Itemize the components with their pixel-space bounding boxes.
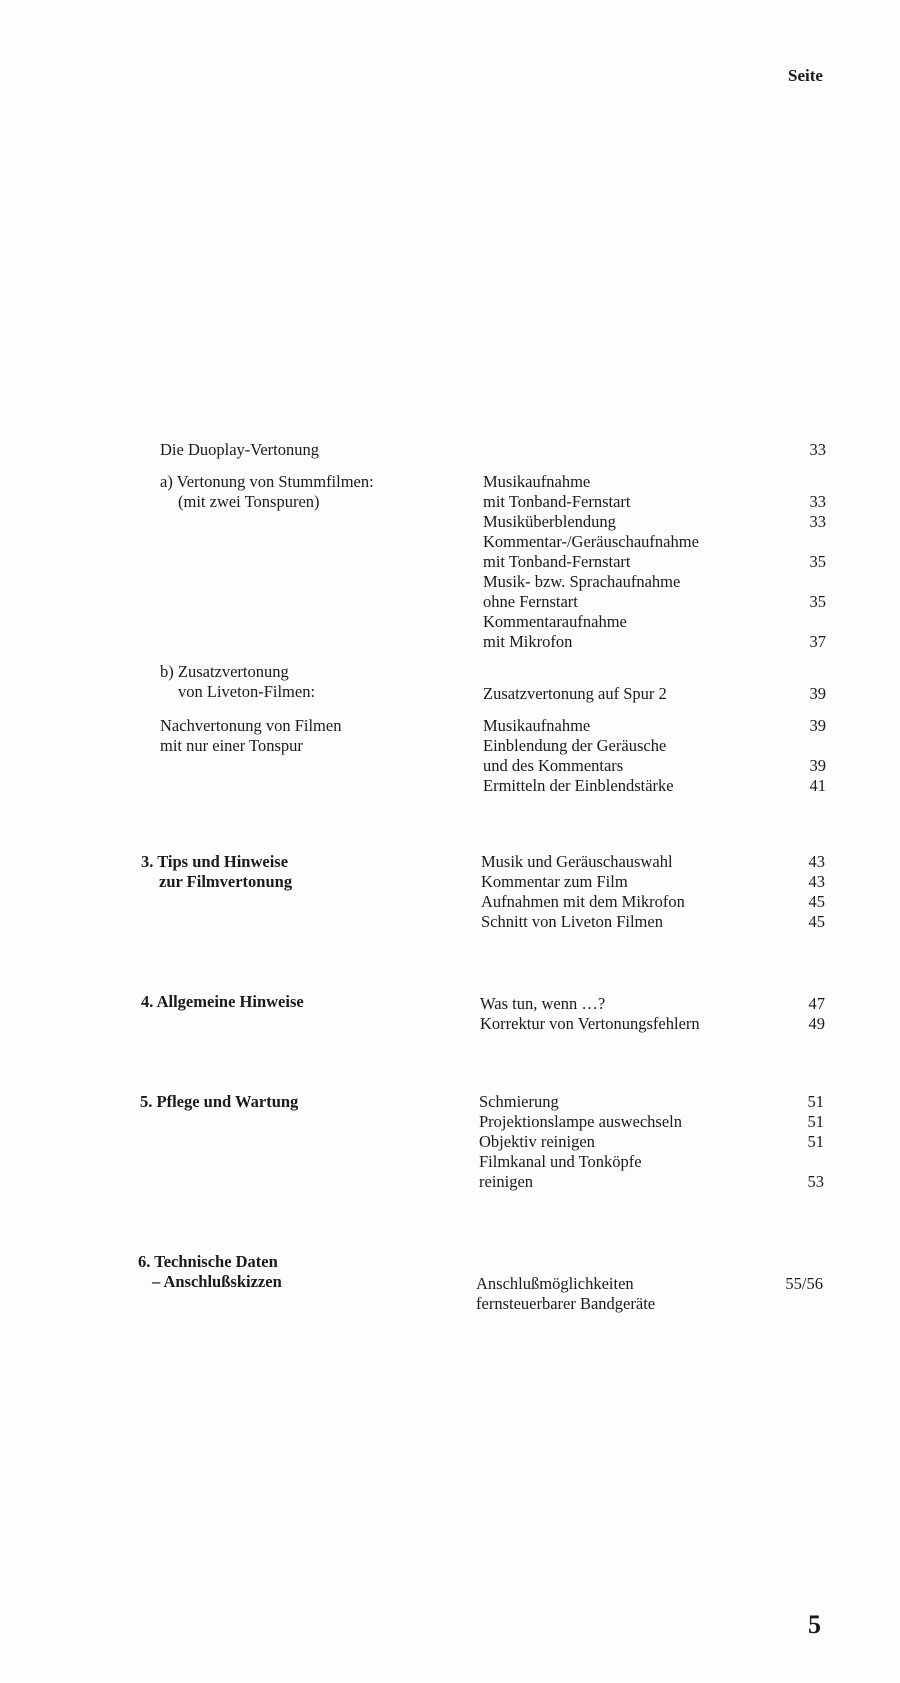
toc-entry: Kommentar-/Geräuschaufnahme mit Tonband-Fernstart xyxy=(483,532,699,571)
page-number: 51 xyxy=(807,1112,824,1131)
toc-entry: Kommentaraufnahme mit Mikrofon xyxy=(483,612,627,651)
page-number: 33 xyxy=(809,440,826,459)
subsection-label-b-line2: von Liveton-Filmen: xyxy=(178,682,316,701)
page-number: 39 xyxy=(809,756,826,775)
subsection-label-nachvertonung: Nachvertonung von Filmen xyxy=(160,716,342,735)
toc-entry: Was tun, wenn …? xyxy=(480,994,606,1013)
toc-entry: Schnitt von Liveton Filmen xyxy=(481,912,663,931)
toc-entry: Musikaufnahme mit Tonband-Fernstart xyxy=(483,472,631,511)
section-title-technik: 6. Technische Daten xyxy=(138,1252,278,1271)
subsection-label-a-line2: (mit zwei Tonspuren) xyxy=(178,492,320,511)
page-number: 33 xyxy=(809,512,826,531)
page-number: 43 xyxy=(808,852,825,871)
subsection-label-nachvertonung-line2: mit nur einer Tonspur xyxy=(160,736,303,755)
toc-entry: Schmierung xyxy=(479,1092,559,1111)
toc-entry: Korrektur von Vertonungsfehlern xyxy=(480,1014,700,1033)
toc-entry: Musiküberblendung xyxy=(483,512,616,531)
page-number: 53 xyxy=(807,1172,824,1191)
toc-entry: Objektiv reinigen xyxy=(479,1132,595,1151)
page-number: 45 xyxy=(808,912,825,931)
page-number: 51 xyxy=(807,1092,824,1111)
section-title-tips: 3. Tips und Hinweise xyxy=(141,852,289,871)
page-number: 39 xyxy=(809,684,826,703)
toc-entry: Musik und Geräuschauswahl xyxy=(481,852,673,871)
page-number: 33 xyxy=(809,492,826,511)
toc-entry: Ermitteln der Einblendstärke xyxy=(483,776,674,795)
page-number: 41 xyxy=(809,776,826,795)
toc-entry: Projektionslampe auswechseln xyxy=(479,1112,682,1131)
folio-page-number: 5 xyxy=(808,1610,821,1639)
page-number: 43 xyxy=(808,872,825,891)
page-number: 55/56 xyxy=(785,1274,823,1293)
toc-entry: Kommentar zum Film xyxy=(481,872,628,891)
section-title-pflege: 5. Pflege und Wartung xyxy=(140,1092,299,1111)
section-title-tips-line2: zur Filmvertonung xyxy=(159,872,293,891)
header-seite-label: Seite xyxy=(788,66,823,85)
toc-entry: Einblendung der Geräusche und des Kommentars xyxy=(483,736,667,775)
page-number: 51 xyxy=(807,1132,824,1151)
page-number: 47 xyxy=(808,994,825,1013)
subsection-label-a: a) Vertonung von Stummfilmen: xyxy=(160,472,374,491)
toc-entry: Filmkanal und Tonköpfe reinigen xyxy=(479,1152,642,1191)
subsection-label-b: b) Zusatzvertonung xyxy=(160,662,289,681)
page-number: 45 xyxy=(808,892,825,911)
page-number: 37 xyxy=(809,632,826,651)
toc-entry: Zusatzvertonung auf Spur 2 xyxy=(483,684,667,703)
toc-entry: Musikaufnahme xyxy=(483,716,591,735)
page-number: 49 xyxy=(808,1014,825,1033)
section-title-technik-line2: – Anschlußskizzen xyxy=(152,1272,282,1291)
toc-entry: Musik- bzw. Sprachaufnahme ohne Fernstart xyxy=(483,572,681,611)
section-title-allgemein: 4. Allgemeine Hinweise xyxy=(141,992,304,1011)
page-number: 35 xyxy=(809,592,826,611)
section-title-duoplay: Die Duoplay-Vertonung xyxy=(160,440,320,459)
page-number: 35 xyxy=(809,552,826,571)
toc-entry: Aufnahmen mit dem Mikrofon xyxy=(481,892,685,911)
toc-entry: Anschlußmöglichkeiten fernsteuerbarer Bandgeräte xyxy=(476,1274,656,1313)
page-number: 39 xyxy=(809,716,826,735)
